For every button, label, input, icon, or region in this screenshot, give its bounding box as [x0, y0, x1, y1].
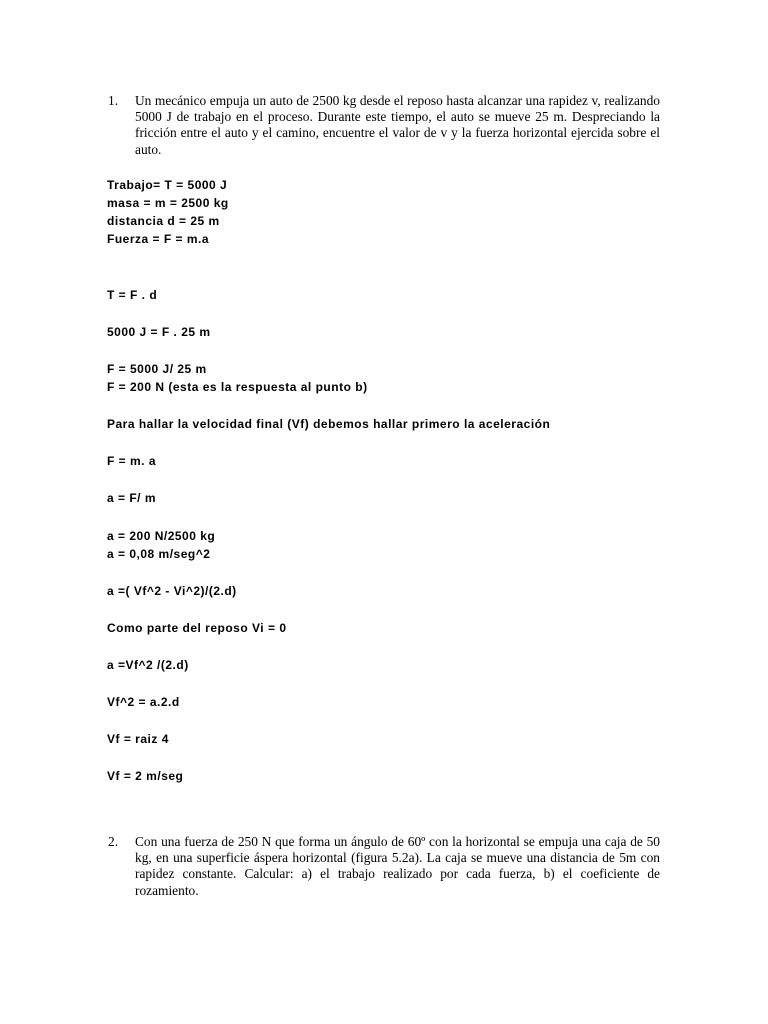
solution-line-velocity-intro: Para hallar la velocidad final (Vf) debemos hallar primero la aceleración	[107, 417, 551, 431]
solution-line-acceleration-result: a = 0,08 m/seg^2	[107, 547, 211, 561]
solution-line-acceleration-substitution: a = 200 N/2500 kg	[107, 529, 216, 543]
solution-line-substitution: 5000 J = F . 25 m	[107, 325, 211, 339]
solution-line-kinematics: a =( Vf^2 - Vi^2)/(2.d)	[107, 584, 237, 598]
solution-line-mass: masa = m = 2500 kg	[107, 196, 229, 210]
solution-line-work: Trabajo= T = 5000 J	[107, 178, 228, 192]
problem-1-number: 1.	[108, 93, 119, 108]
solution-line-newton: F = m. a	[107, 454, 157, 468]
solution-line-initial-rest: Como parte del reposo Vi = 0	[107, 621, 287, 635]
solution-line-vf-root: Vf = raiz 4	[107, 732, 169, 746]
solution-line-vf-result: Vf = 2 m/seg	[107, 769, 184, 783]
problem-2	[108, 834, 660, 915]
problem-1-text: Un mecánico empuja un auto de 2500 kg desde el reposo hasta alcanzar una rapidez v, realizando 5000 J de trabajo en el proceso. Durante este tiempo, el auto se mueve 25 m. Despreciando la fricción entre el auto y el camino, encuentre el valor de v y la fuerza horizontal ejercida sobre el auto.	[135, 93, 660, 157]
problem-2-number: 2.	[108, 834, 119, 849]
problem-1	[108, 93, 660, 174]
solution-line-acceleration-formula: a = F/ m	[107, 491, 157, 505]
solution-line-force-result: F = 200 N (esta es la respuesta al punto b)	[107, 380, 368, 394]
solution-line-simplified: a =Vf^2 /(2.d)	[107, 658, 189, 672]
solution-line-distance: distancia d = 25 m	[107, 214, 220, 228]
problem-2-text: Con una fuerza de 250 N que forma un ángulo de 60º con la horizontal se empuja una caja de 50 kg, en una superficie áspera horizontal (figura 5.2a). La caja se mueve una distancia de 5m con rapidez constante. Calcular: a) el trabajo realizado por cada fuerza, b) el coeficiente de rozamiento.	[135, 834, 660, 898]
solution-line-force: Fuerza = F = m.a	[107, 232, 210, 246]
solution-line-work-formula: T = F . d	[107, 288, 158, 302]
solution-line-vf-squared: Vf^2 = a.2.d	[107, 695, 180, 709]
solution-line-force-division: F = 5000 J/ 25 m	[107, 362, 207, 376]
